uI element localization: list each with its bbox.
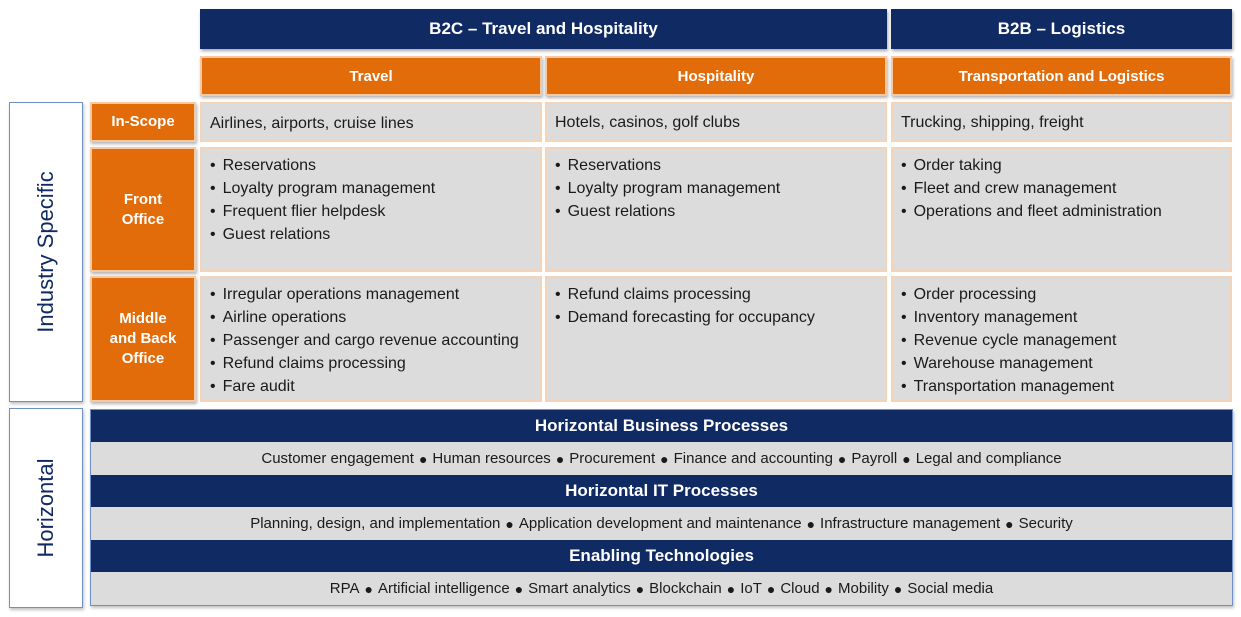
bullet-list (901, 283, 1224, 398)
list-item: Cloud (780, 580, 820, 597)
list-item: • Reservations (210, 154, 534, 177)
separator-dot-icon: ● (418, 450, 428, 467)
separator-dot-icon: ● (660, 450, 669, 467)
list-item: • Loyalty program management (555, 177, 879, 200)
list-item: • Guest relations (555, 200, 879, 223)
list-item: • Reservations (555, 154, 879, 177)
horizontal-business-title: Horizontal Business Processes (91, 410, 1232, 442)
cell-middle-back-travel (200, 276, 542, 402)
side-label-horizontal (9, 408, 83, 608)
horizontal-it-title: Horizontal IT Processes (91, 475, 1232, 507)
list-item: Mobility (838, 580, 889, 597)
list-item: • Inventory management (901, 306, 1224, 329)
list-item: Artificial intelligence (377, 580, 510, 597)
list-item: • Warehouse management (901, 352, 1224, 375)
bullet-list (555, 283, 879, 329)
list-item: • Revenue cycle management (901, 329, 1224, 352)
cell-in-scope-travel: Airlines, airports, cruise lines (200, 102, 542, 142)
list-item: Customer engagement (261, 450, 414, 467)
list-item: • Refund claims processing (210, 352, 534, 375)
row-label-front-office: Front Office (90, 147, 196, 272)
side-label-industry-text: Industry Specific (33, 171, 58, 333)
separator-dot-icon: ● (766, 580, 776, 597)
list-item: • Frequent flier helpdesk (210, 200, 534, 223)
separator-dot-icon: ● (806, 515, 816, 532)
enabling-tech-list (91, 572, 1232, 605)
list-item: • Transportation management (901, 375, 1224, 398)
cell-front-office-transportation (891, 147, 1232, 272)
bullet-list (210, 154, 534, 246)
segment-header-b2b: B2B – Logistics (891, 9, 1232, 49)
cell-middle-back-transportation (891, 276, 1232, 402)
column-header-transportation: Transportation and Logistics (891, 56, 1232, 96)
separator-dot-icon: ● (837, 450, 847, 467)
list-item: • Order processing (901, 283, 1224, 306)
list-item: Security (1018, 515, 1073, 532)
list-item: Smart analytics (528, 580, 631, 597)
separator-dot-icon: ● (514, 580, 524, 597)
side-label-industry-specific (9, 102, 83, 402)
list-item: Legal and compliance (915, 450, 1062, 467)
bullet-list (555, 154, 879, 223)
list-item: • Loyalty program management (210, 177, 534, 200)
side-label-horizontal-text: Horizontal (33, 458, 58, 558)
list-item: Human resources (432, 450, 551, 467)
list-item: Social media (907, 580, 994, 597)
list-item: • Passenger and cargo revenue accounting (210, 329, 534, 352)
list-item: • Airline operations (210, 306, 534, 329)
list-item: Procurement (569, 450, 656, 467)
horizontal-it-list (91, 507, 1232, 540)
list-item: Payroll (851, 450, 898, 467)
segment-header-b2c: B2C – Travel and Hospitality (200, 9, 887, 49)
list-item: • Operations and fleet administration (901, 200, 1224, 223)
cell-front-office-travel (200, 147, 542, 272)
list-item: • Fare audit (210, 375, 534, 398)
list-item: Blockchain (649, 580, 722, 597)
list-item: • Order taking (901, 154, 1224, 177)
enabling-tech-title: Enabling Technologies (91, 540, 1232, 572)
list-item: • Refund claims processing (555, 283, 879, 306)
horizontal-block (90, 409, 1233, 606)
separator-dot-icon: ● (1005, 515, 1014, 532)
list-item: IoT (740, 580, 762, 597)
list-item: Planning, design, and implementation (250, 515, 501, 532)
list-item: • Demand forecasting for occupancy (555, 306, 879, 329)
list-item: • Fleet and crew management (901, 177, 1224, 200)
row-label-in-scope: In-Scope (90, 102, 196, 142)
separator-dot-icon: ● (555, 450, 565, 467)
separator-dot-icon: ● (635, 580, 645, 597)
list-item: Application development and maintenance (518, 515, 802, 532)
row-label-middle-back-office: Middle and Back Office (90, 276, 196, 402)
separator-dot-icon: ● (824, 580, 834, 597)
cell-in-scope-transportation: Trucking, shipping, freight (891, 102, 1232, 142)
cell-in-scope-hospitality: Hotels, casinos, golf clubs (545, 102, 887, 142)
column-header-hospitality: Hospitality (545, 56, 887, 96)
bullet-list (901, 154, 1224, 223)
list-item: • Irregular operations management (210, 283, 534, 306)
cell-middle-back-hospitality (545, 276, 887, 402)
separator-dot-icon: ● (364, 580, 373, 597)
column-header-travel: Travel (200, 56, 542, 96)
separator-dot-icon: ● (505, 515, 514, 532)
separator-dot-icon: ● (893, 580, 903, 597)
separator-dot-icon: ● (726, 580, 736, 597)
list-item: RPA (329, 580, 360, 597)
bullet-list (210, 283, 534, 398)
list-item: Finance and accounting (673, 450, 833, 467)
list-item: • Guest relations (210, 223, 534, 246)
separator-dot-icon: ● (902, 450, 911, 467)
horizontal-business-list (91, 442, 1232, 475)
cell-front-office-hospitality (545, 147, 887, 272)
list-item: Infrastructure management (820, 515, 1001, 532)
